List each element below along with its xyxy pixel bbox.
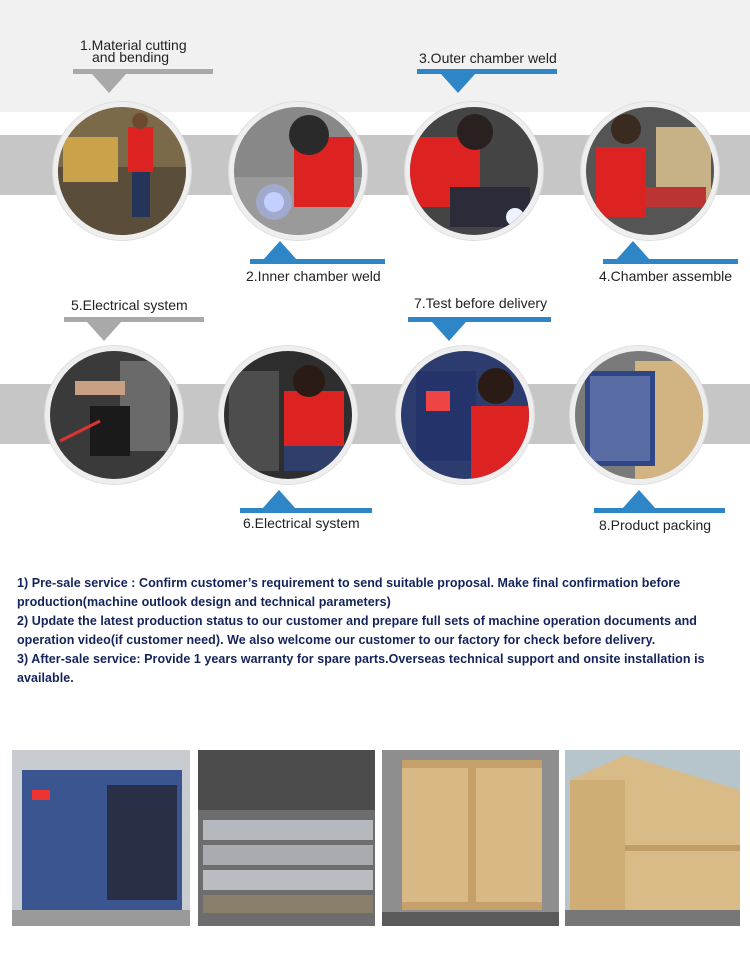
photo-wooden-crate-2 xyxy=(565,750,740,926)
photo-product-packing xyxy=(570,346,708,484)
photo-finished-chamber xyxy=(12,750,190,926)
step-4-pointer xyxy=(616,241,650,260)
service-description xyxy=(17,574,732,688)
photo-electrical-2 xyxy=(219,346,357,484)
photo-panels-stacked xyxy=(198,750,375,926)
photo-test-delivery xyxy=(396,346,534,484)
step-1-label: 1.Material cutting xyxy=(80,37,187,53)
step-2-bar xyxy=(250,259,385,264)
step-5-pointer xyxy=(87,322,121,341)
step-6-bar xyxy=(240,508,372,513)
step-7-label: 7.Test before delivery xyxy=(414,295,548,311)
step-4-bar xyxy=(603,259,738,264)
step-1-label-line2: and bending xyxy=(92,49,170,65)
photo-material-cutting xyxy=(53,102,191,240)
step-2-label: 2.Inner chamber weld xyxy=(246,268,381,284)
photo-inner-weld xyxy=(229,102,367,240)
step-2-pointer xyxy=(263,241,297,260)
photo-outer-weld xyxy=(405,102,543,240)
service-pre-sale: 1) Pre-sale service : Confirm customer’s requirement to send suitable proposal. Make final confirmation before production(machine outlook design and technical parameters) xyxy=(17,576,681,609)
step-6-label: 6.Electrical system xyxy=(243,515,360,531)
photo-chamber-assemble xyxy=(581,102,719,240)
step-8-pointer xyxy=(622,490,656,509)
step-7-pointer xyxy=(432,322,466,341)
service-update: 2) Update the latest production status to our customer and prepare full sets of machine operation documents and operation video(if customer need). We also welcome our customer to our factory for check before delivery. xyxy=(17,614,697,647)
step-7-bar xyxy=(408,317,551,322)
step-8-label: 8.Product packing xyxy=(599,517,712,533)
step-5-label: 5.Electrical system xyxy=(71,297,188,313)
step-1-pointer xyxy=(92,74,126,93)
step-6-pointer xyxy=(262,490,296,509)
step-5-bar xyxy=(64,317,204,322)
service-after-sale: 3) After-sale service: Provide 1 years warranty for spare parts.Overseas technical support and onsite installation is available. xyxy=(17,652,705,685)
step-8-bar xyxy=(594,508,725,513)
step-3-bar xyxy=(417,69,557,74)
step-3-label: 3.Outer chamber weld xyxy=(419,50,557,66)
photo-electrical-1 xyxy=(45,346,183,484)
photo-wooden-crate-1 xyxy=(382,750,559,926)
step-3-pointer xyxy=(441,74,475,93)
step-4-label: 4.Chamber assemble xyxy=(599,268,733,284)
